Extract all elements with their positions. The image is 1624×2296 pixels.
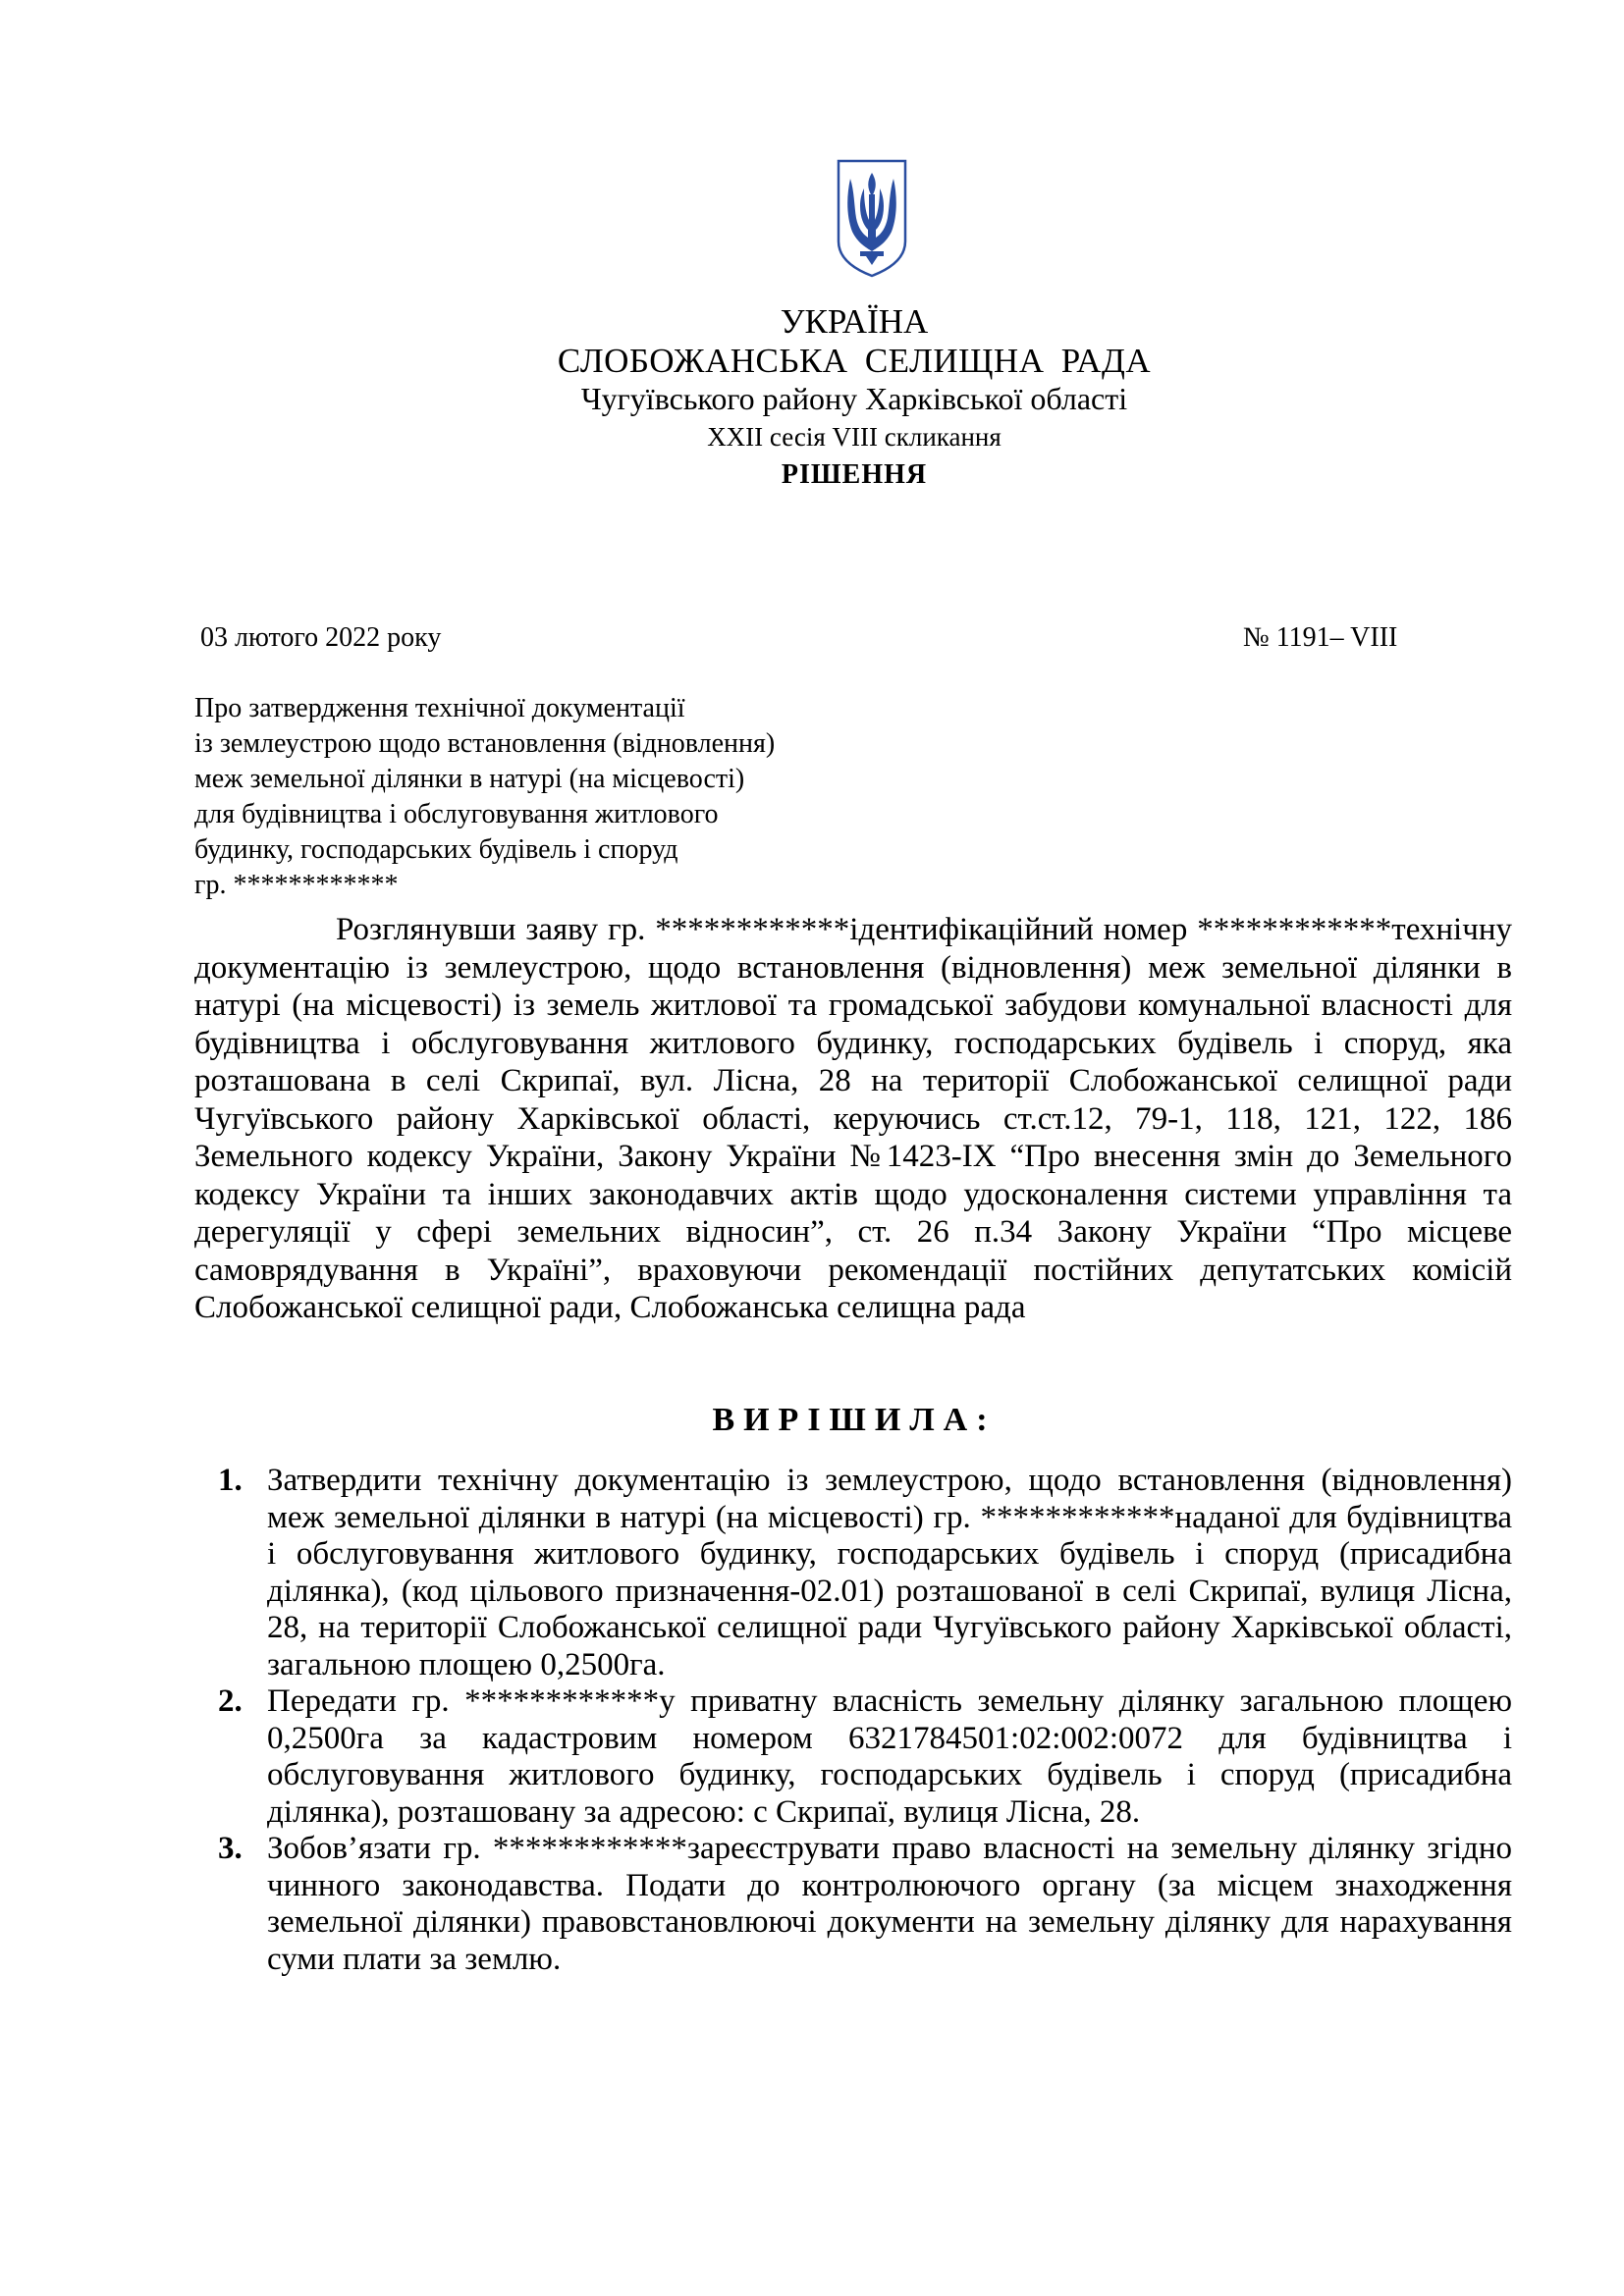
decision-subject [194,691,941,903]
item-text: Передати гр. ************у приватну власність земельну ділянку загальною площею 0,2500га за кадастровим номером 6321784501:02:002:0072 для будівництва і обслуговування житлового будинку, господарських будівель і споруд (присадибна ділянка), розташовану за адресою: с Скрипаї, вулиця Лісна, 28. [267,1683,1512,1830]
subject-line: для будівництва і обслуговування житлового [194,799,719,829]
item-text: Зобов’язати гр. ************зареєструвати право власності на земельну ділянку згідно чинного законодавства. Подати до контролюючого органу (за місцем знаходження земельної ділянки) правовстановлюючі документи на земельну ділянку для нарахування суми плати за землю. [267,1831,1512,1977]
country-heading: УКРАЇНА [780,302,929,341]
trident-coat-of-arms-icon [833,157,911,280]
subject-line: будинку, господарських будівель і споруд [194,834,678,865]
council-heading: СЛОБОЖАНСЬКА СЕЛИЩНА РАДА [557,342,1152,380]
subject-line: Про затвердження технічної документації [194,693,685,723]
preamble-paragraph: Розглянувши заяву гр. ************ідентифікаційний номер ************технічну документацію із землеустрою, щодо встановлення (відновлення) меж земельної ділянки в натурі (на місцевості) із земель житлової та громадської забудови комунальної власності для будівництва і обслуговування житлового будинку, господарських будівель і споруд, яка розташована в селі Скрипаї, вул. Лісна, 28 на території Слобожанської селищної ради Чугуївського району Харківської області, керуючись ст.ст.12, 79-1, 118, 121, 122, 186 Земельного кодексу України, Закону України №1423-IX “Про внесення змін до Земельного кодексу України та інших законодавчих актів щодо удосконалення системи управління та дерегуляції у сфері земельних відносин”, ст. 26 п.34 Закону України “Про місцеве самоврядування в Україні”, враховуючи рекомендації постійних депутатських комісій Слобожанської селищної ради, Слобожанська селищна рада [194,912,1512,1325]
document-type-heading: РІШЕННЯ [781,459,928,490]
decision-date: 03 лютого 2022 року [200,622,442,653]
subject-line: із землеустрою щодо встановлення (відновлення) [194,728,776,759]
resolution-item [218,1463,1512,1683]
resolution-items [218,1463,1512,1978]
item-number: 1. [218,1463,243,1498]
subject-line: меж земельної ділянки в натурі (на місцевості) [194,764,745,794]
item-number: 3. [218,1831,243,1866]
resolved-heading: ВИРІШИЛА: [712,1402,997,1438]
resolution-item [218,1831,1512,1978]
resolution-item [218,1683,1512,1831]
item-text: Затвердити технічну документацію із землеустрою, щодо встановлення (відновлення) меж земельної ділянки в натурі (на місцевості) гр. ************наданої для будівництва і обслуговування житлового будинку, господарських будівель і споруд (присадибна ділянка), (код цільового призначення-02.01) розташованої в селі Скрипаї, вулиця Лісна, 28, на території Слобожанської селищної ради Чугуївського району Харківської області, загальною площею 0,2500га. [267,1463,1512,1682]
session-heading: XXII сесія VIII скликання [707,422,1001,452]
district-heading: Чугуївського району Харківської області [580,381,1128,416]
subject-line: гр. ************ [194,870,399,900]
decision-number: № 1191– VIII [1243,622,1398,653]
item-number: 2. [218,1683,243,1719]
